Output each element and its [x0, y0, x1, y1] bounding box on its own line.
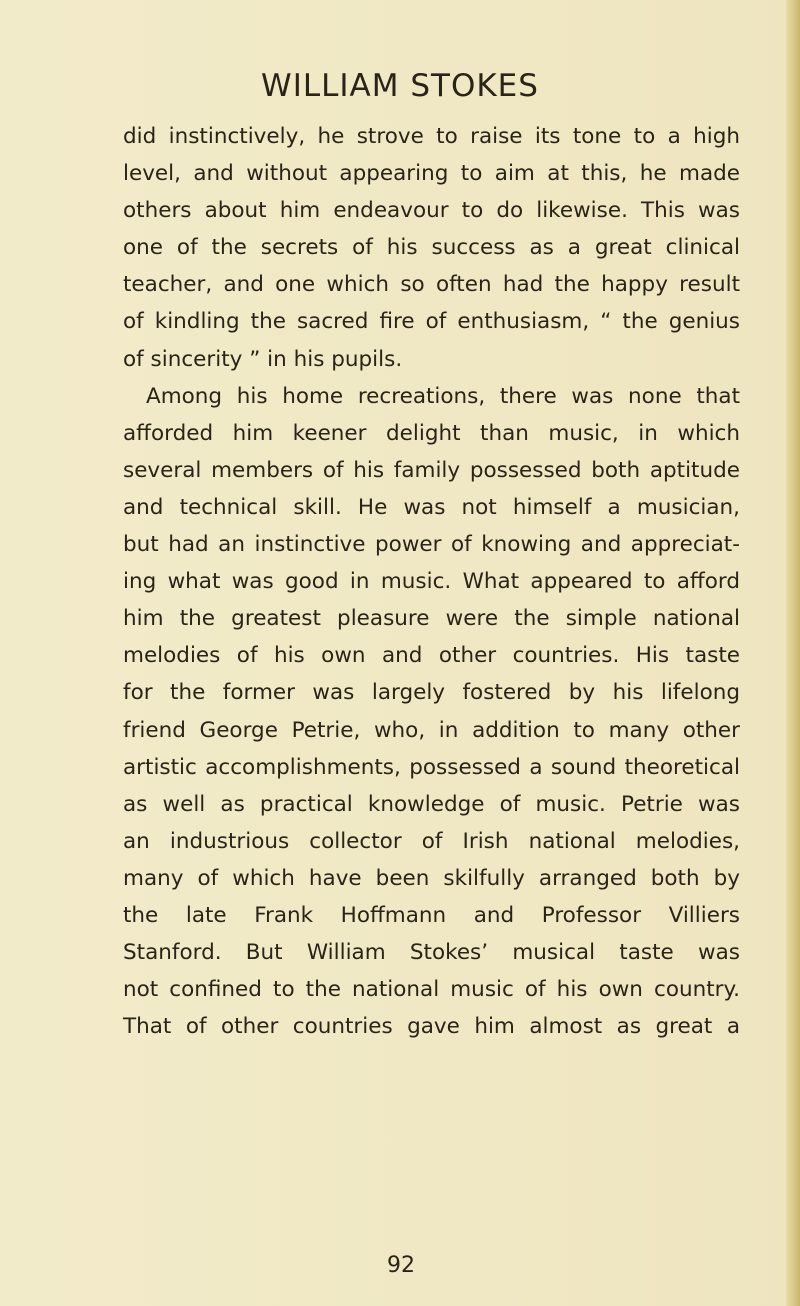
text-line: of sincerity ” in his pupils.: [123, 346, 403, 372]
text-line: ing what was good in music. What appeared to afford: [123, 569, 740, 595]
text-line: as well as practical knowledge of music. Petrie was: [123, 791, 740, 817]
text-line: one of the secrets of his success as a great clinical: [123, 235, 740, 261]
text-line: artistic accomplishments, possessed a sound theoretical: [123, 754, 740, 780]
text-line: several members of his family possessed both aptitude: [123, 457, 740, 483]
text-line: but had an instinctive power of knowing and appreciat-: [123, 532, 740, 558]
text-line: friend George Petrie, who, in addition to many other: [123, 717, 740, 743]
text-line: him the greatest pleasure were the simple national: [123, 606, 740, 632]
text-line: many of which have been skilfully arranged both by: [123, 865, 740, 891]
text-line: melodies of his own and other countries. His taste: [123, 643, 740, 669]
text-line: teacher, and one which so often had the happy result: [123, 272, 740, 298]
text-line: Stanford. But William Stokes’ musical taste was: [123, 940, 740, 966]
running-head: WILLIAM STOKES: [261, 68, 539, 104]
text-line: the late Frank Hoffmann and Professor Villiers: [123, 902, 740, 928]
text-line: afforded him keener delight than music, in which: [123, 420, 740, 446]
text-line: an industrious collector of Irish national melodies,: [123, 828, 740, 854]
text-line: and technical skill. He was not himself a musician,: [123, 494, 740, 520]
page-number: 92: [387, 1253, 415, 1278]
text-line: not confined to the national music of his own country.: [123, 977, 740, 1003]
text-line: did instinctively, he strove to raise its tone to a high: [123, 124, 740, 149]
text-line: That of other countries gave him almost as great a: [123, 1014, 740, 1040]
text-line: for the former was largely fostered by his lifelong: [123, 680, 740, 706]
text-line: Among his home recreations, there was none that: [146, 383, 740, 409]
text-line: of kindling the sacred fire of enthusiasm, “ the genius: [123, 309, 740, 335]
page-edge: [786, 0, 800, 1306]
text-line: level, and without appearing to aim at this, he made: [123, 161, 740, 187]
text-line: others about him endeavour to do likewise. This was: [123, 198, 740, 224]
body-text: [123, 118, 740, 1045]
